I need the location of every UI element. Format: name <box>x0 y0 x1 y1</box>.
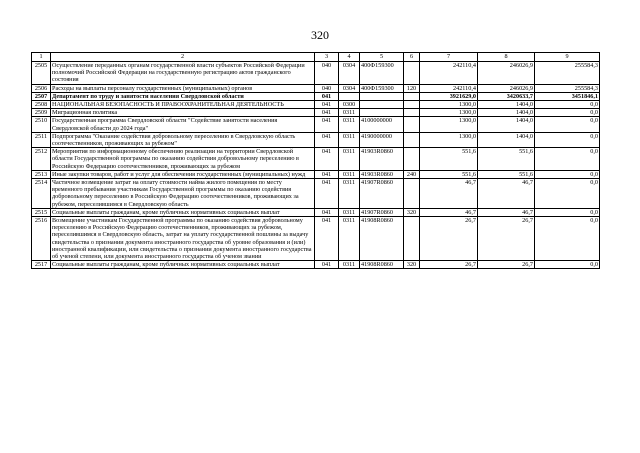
admin-code: 041 <box>315 132 339 147</box>
column-header: 6 <box>404 53 420 62</box>
row-name: Осуществление переданных органам государственной власти субъектов Российской Федерации полномочий Российской Федерации на государственную регистрацию актов гражданского состояния <box>51 62 315 85</box>
column-header: 9 <box>535 53 600 62</box>
amount-year-2: 1404,0 <box>478 132 535 147</box>
table-row <box>32 148 600 171</box>
amount-year-2: 246026,9 <box>478 84 535 92</box>
expense-type-code <box>404 109 420 117</box>
admin-code: 040 <box>315 84 339 92</box>
target-code: 41907R0860 <box>360 179 404 209</box>
amount-year-3: 0,0 <box>535 132 600 147</box>
row-name: Иные закупки товаров, работ и услуг для обеспечения государственных (муниципальных) нужд <box>51 170 315 178</box>
amount-year-3: 255584,3 <box>535 62 600 85</box>
target-code: 41903R0860 <box>360 170 404 178</box>
section-code: 0311 <box>339 261 360 269</box>
row-name: Социальные выплаты гражданам, кроме публичных нормативных социальных выплат <box>51 261 315 269</box>
table-row <box>32 261 600 269</box>
row-name: Мероприятия по информационному обеспечению реализации на территории Свердловской области Государственной программы по оказанию содействия добровольному переселению в Российскую Федерацию соотечественников, проживающих за рубежом <box>51 148 315 171</box>
row-name: Миграционная политика <box>51 109 315 117</box>
amount-year-2: 46,7 <box>478 179 535 209</box>
amount-year-3: 0,0 <box>535 170 600 178</box>
amount-year-3: 0,0 <box>535 117 600 132</box>
admin-code: 041 <box>315 109 339 117</box>
target-code: 41907R0860 <box>360 208 404 216</box>
row-number: 2511 <box>32 132 51 147</box>
table-row <box>32 101 600 109</box>
amount-year-2: 46,7 <box>478 208 535 216</box>
amount-year-1: 26,7 <box>420 261 478 269</box>
row-name: Возмещение участникам Государственной программы по оказанию содействия добровольному переселению в Российскую Федерацию соотечественников, проживающих за рубежом, переселившимся в Свердловскую область, затрат на уплату государственной пошлины за выдачу свидетельства о признании документа иностранного государства об уровне образования и (или) иностранной квалификации, или свидетельства о признании документа иностранного государства об ученой степени, или документа иностранного государства об ученом звании <box>51 217 315 261</box>
expense-type-code <box>404 101 420 109</box>
amount-year-1: 26,7 <box>420 217 478 261</box>
table-row <box>32 84 600 92</box>
row-number: 2505 <box>32 62 51 85</box>
amount-year-2: 26,7 <box>478 261 535 269</box>
target-code: 4190000000 <box>360 132 404 147</box>
table-row <box>32 132 600 147</box>
amount-year-1: 1300,0 <box>420 109 478 117</box>
column-header: 7 <box>420 53 478 62</box>
row-name: НАЦИОНАЛЬНАЯ БЕЗОПАСНОСТЬ И ПРАВООХРАНИТЕЛЬНАЯ ДЕЯТЕЛЬНОСТЬ <box>51 101 315 109</box>
amount-year-3: 0,0 <box>535 179 600 209</box>
row-name: Государственная программа Свердловской области "Содействие занятости населения Свердловской области до 2024 года" <box>51 117 315 132</box>
expense-type-code: 120 <box>404 84 420 92</box>
row-number: 2508 <box>32 101 51 109</box>
amount-year-3: 255584,3 <box>535 84 600 92</box>
amount-year-2: 1404,0 <box>478 101 535 109</box>
admin-code: 041 <box>315 261 339 269</box>
expense-type-code <box>404 148 420 171</box>
row-number: 2514 <box>32 179 51 209</box>
admin-code: 041 <box>315 170 339 178</box>
row-number: 2516 <box>32 217 51 261</box>
section-code: 0311 <box>339 208 360 216</box>
section-code: 0311 <box>339 170 360 178</box>
table-row <box>32 217 600 261</box>
amount-year-1: 46,7 <box>420 208 478 216</box>
section-code: 0311 <box>339 179 360 209</box>
amount-year-1: 242110,4 <box>420 84 478 92</box>
admin-code: 041 <box>315 101 339 109</box>
admin-code: 041 <box>315 179 339 209</box>
amount-year-2: 3420633,7 <box>478 92 535 100</box>
admin-code: 041 <box>315 92 339 100</box>
target-code: 41903R0860 <box>360 148 404 171</box>
target-code: 4100000000 <box>360 117 404 132</box>
amount-year-1: 242110,4 <box>420 62 478 85</box>
row-number: 2509 <box>32 109 51 117</box>
admin-code: 040 <box>315 62 339 85</box>
table-row <box>32 109 600 117</box>
amount-year-3: 0,0 <box>535 148 600 171</box>
target-code <box>360 101 404 109</box>
row-number: 2506 <box>32 84 51 92</box>
target-code <box>360 109 404 117</box>
page-number: 320 <box>311 28 329 42</box>
amount-year-1: 3921629,0 <box>420 92 478 100</box>
expense-type-code <box>404 217 420 261</box>
amount-year-3: 0,0 <box>535 101 600 109</box>
amount-year-3: 0,0 <box>535 217 600 261</box>
section-code: 0311 <box>339 117 360 132</box>
row-name: Департамент по труду и занятости населения Свердловской области <box>51 92 315 100</box>
row-name: Подпрограмма "Оказание содействия добровольному переселению в Свердловскую область соотечественников, проживающих за рубежом" <box>51 132 315 147</box>
row-number: 2515 <box>32 208 51 216</box>
target-code: 41908R0860 <box>360 261 404 269</box>
column-header: 2 <box>51 53 315 62</box>
column-header: 8 <box>478 53 535 62</box>
expense-type-code: 320 <box>404 208 420 216</box>
amount-year-3: 0,0 <box>535 208 600 216</box>
section-code: 0311 <box>339 217 360 261</box>
column-header: 4 <box>339 53 360 62</box>
amount-year-3: 0,0 <box>535 261 600 269</box>
amount-year-2: 551,6 <box>478 148 535 171</box>
table-row <box>32 179 600 209</box>
row-number: 2510 <box>32 117 51 132</box>
table-header-row <box>32 53 600 62</box>
admin-code: 041 <box>315 148 339 171</box>
section-code: 0311 <box>339 132 360 147</box>
table-row <box>32 117 600 132</box>
expense-type-code <box>404 132 420 147</box>
amount-year-2: 1404,0 <box>478 109 535 117</box>
amount-year-1: 1300,0 <box>420 117 478 132</box>
table-row <box>32 170 600 178</box>
amount-year-1: 551,6 <box>420 148 478 171</box>
budget-table <box>31 52 600 269</box>
amount-year-3: 3451846,1 <box>535 92 600 100</box>
column-header: 1 <box>32 53 51 62</box>
target-code: 41908R0860 <box>360 217 404 261</box>
table-body <box>32 62 600 269</box>
admin-code: 041 <box>315 217 339 261</box>
section-code: 0311 <box>339 109 360 117</box>
amount-year-1: 46,7 <box>420 179 478 209</box>
row-number: 2517 <box>32 261 51 269</box>
amount-year-2: 1404,0 <box>478 117 535 132</box>
table-row <box>32 208 600 216</box>
expense-type-code <box>404 179 420 209</box>
expense-type-code <box>404 117 420 132</box>
section-code: 0300 <box>339 101 360 109</box>
row-number: 2507 <box>32 92 51 100</box>
row-number: 2513 <box>32 170 51 178</box>
row-number: 2512 <box>32 148 51 171</box>
amount-year-2: 551,6 <box>478 170 535 178</box>
expense-type-code: 240 <box>404 170 420 178</box>
expense-type-code: 320 <box>404 261 420 269</box>
amount-year-1: 1300,0 <box>420 101 478 109</box>
amount-year-2: 26,7 <box>478 217 535 261</box>
target-code <box>360 92 404 100</box>
section-code: 0304 <box>339 62 360 85</box>
amount-year-1: 1300,0 <box>420 132 478 147</box>
amount-year-2: 246026,9 <box>478 62 535 85</box>
column-header: 5 <box>360 53 404 62</box>
section-code: 0311 <box>339 148 360 171</box>
target-code: 400Ф159300 <box>360 62 404 85</box>
section-code <box>339 92 360 100</box>
table-row <box>32 62 600 85</box>
table-row <box>32 92 600 100</box>
row-name: Социальные выплаты гражданам, кроме публичных нормативных социальных выплат <box>51 208 315 216</box>
expense-type-code <box>404 92 420 100</box>
amount-year-3: 0,0 <box>535 109 600 117</box>
amount-year-1: 551,6 <box>420 170 478 178</box>
target-code: 400Ф159300 <box>360 84 404 92</box>
admin-code: 041 <box>315 117 339 132</box>
expense-type-code <box>404 62 420 85</box>
section-code: 0304 <box>339 84 360 92</box>
row-name: Расходы на выплаты персоналу государственных (муниципальных) органов <box>51 84 315 92</box>
admin-code: 041 <box>315 208 339 216</box>
column-header: 3 <box>315 53 339 62</box>
row-name: Частичное возмещение затрат на оплату стоимости найма жилого помещения по месту временного пребывания участникам Государственной программы по оказанию содействия добровольному переселению в Российскую Федерацию соотечественников, проживающих за рубежом, переселившимся в Свердловскую область <box>51 179 315 209</box>
